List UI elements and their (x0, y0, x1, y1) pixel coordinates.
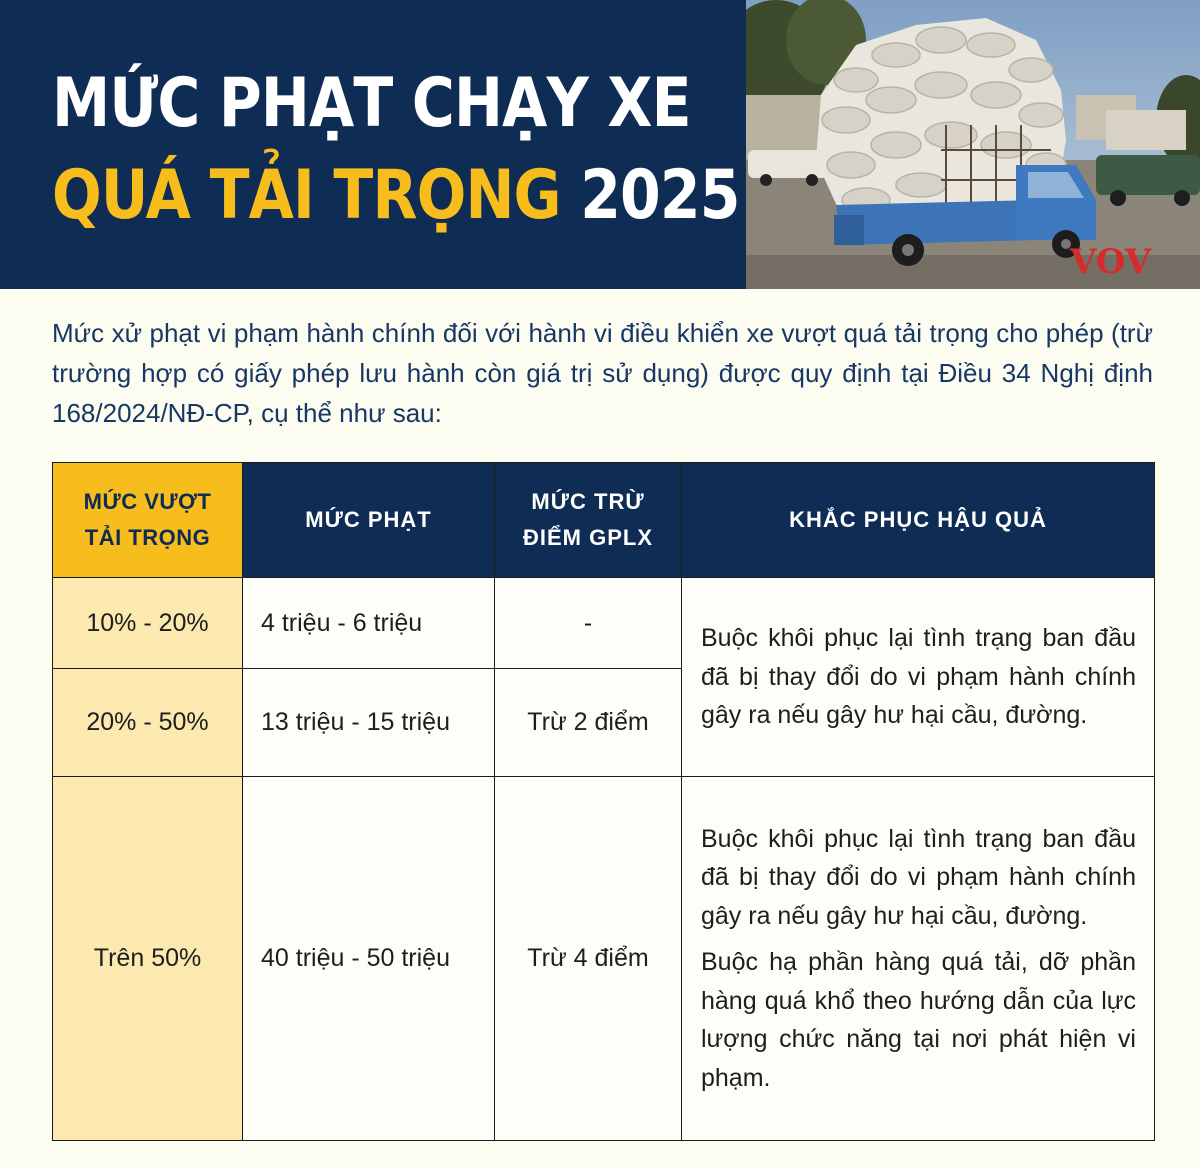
table-header-row (53, 463, 1155, 578)
remedy-text: Buộc hạ phần hàng quá tải, dỡ phần hàng quá khổ theo hướng dẫn của lực lượng chức năng tại nơi phát hiện vi phạm. (701, 948, 1136, 1092)
header-fine: MỨC PHẠT (243, 463, 495, 578)
fine-cell: 13 triệu - 15 triệu (243, 669, 495, 777)
points-cell: - (495, 578, 682, 669)
title-year: 2025 (580, 156, 740, 235)
table-row (53, 777, 1155, 1141)
header-license-points-line2: ĐIỂM GPLX (522, 525, 653, 550)
remedy-cell (682, 777, 1155, 1141)
page-title (52, 58, 740, 242)
overload-level-cell: 20% - 50% (53, 669, 243, 777)
fines-table (52, 462, 1155, 1141)
overload-level-cell: 10% - 20% (53, 578, 243, 669)
fine-cell: 4 triệu - 6 triệu (243, 578, 495, 669)
header-overload-level-line1: MỨC VƯỢT (83, 489, 212, 514)
table-row (53, 578, 1155, 669)
remedy-cell (682, 578, 1155, 777)
vov-logo-text: VOV (1070, 242, 1152, 282)
title-line-1: MỨC PHẠT CHẠY XE (52, 64, 691, 143)
header-overload-level-line2: TẢI TRỌNG (84, 525, 211, 550)
overload-level-cell: Trên 50% (53, 777, 243, 1141)
header-banner (0, 0, 1200, 289)
title-highlight: QUÁ TẢI TRỌNG (52, 156, 561, 235)
header-overload-level (53, 463, 243, 578)
points-cell: Trừ 2 điểm (495, 669, 682, 777)
fine-cell: 40 triệu - 50 triệu (243, 777, 495, 1141)
remedy-text: Buộc khôi phục lại tình trạng ban đầu đã bị thay đổi do vi phạm hành chính gây ra nếu gây hư hại cầu, đường. (701, 624, 1136, 730)
header-license-points (495, 463, 682, 578)
header-license-points-line1: MỨC TRỪ (531, 489, 645, 514)
header-remedy: KHẮC PHỤC HẬU QUẢ (682, 463, 1155, 578)
intro-paragraph: Mức xử phạt vi phạm hành chính đối với hành vi điều khiển xe vượt quá tải trọng cho phép (trừ trường hợp có giấy phép lưu hành còn giá trị sử dụng) được quy định tại Điều 34 Nghị định 168/2024/NĐ-CP, cụ thể như sau: (52, 318, 1153, 428)
remedy-text: Buộc khôi phục lại tình trạng ban đầu đã bị thay đổi do vi phạm hành chính gây ra nếu gây hư hại cầu, đường. (701, 824, 1136, 930)
vov-logo (1069, 242, 1152, 282)
points-cell: Trừ 4 điểm (495, 777, 682, 1141)
overloaded-truck-photo (746, 0, 1200, 289)
